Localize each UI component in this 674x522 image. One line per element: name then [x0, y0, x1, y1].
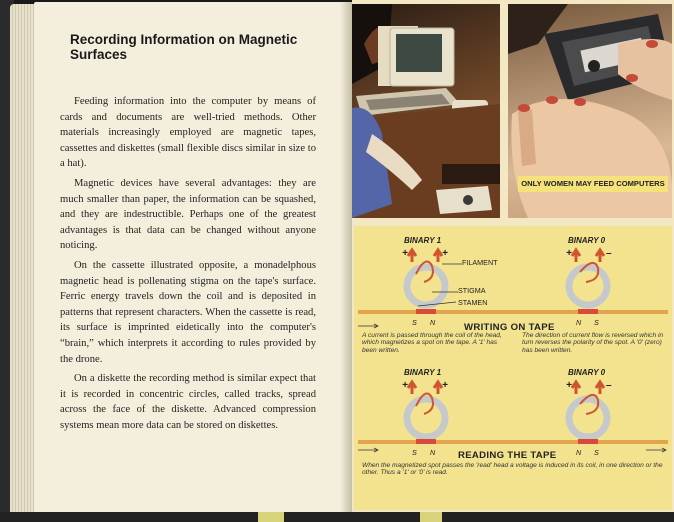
pole-s-label: S: [594, 318, 599, 327]
head-binary-1-writing: [407, 250, 462, 306]
writing-note-left: A current is passed through the coil of the head, which magnetizes a spot on the tape. A '1' has been written.: [362, 332, 502, 354]
computer-terminal-photo: [352, 4, 500, 218]
page-heading: Recording Information on Magnetic Surfaces: [70, 32, 298, 62]
bookmark-ribbon: [258, 512, 284, 522]
paragraph: On a diskette the recording method is similar expect that it is recorded in concentric circles, called tracks, spread across the face of the diskette. Advanced compression systems mean more data can be stored on diskettes.: [60, 373, 316, 431]
writing-note-right: The direction of current flow is reversed which in turn reverses the polarity of the spot. A '0' (zero) has been written.: [522, 332, 664, 354]
minus-sign: –: [606, 380, 612, 391]
bookmark-ribbon: [420, 512, 442, 522]
plus-sign: +: [566, 380, 572, 391]
magnetized-spot: [416, 439, 436, 444]
stamen-label: STAMEN: [458, 298, 488, 307]
pole-n-label: N: [576, 448, 582, 457]
plus-sign: +: [402, 380, 408, 391]
stigma-label: STIGMA: [458, 286, 486, 295]
paragraph: Magnetic devices have several advantages: they are much smaller than paper, the information can be squashed, and they are indestructible. Perhaps one of the greatest advantages is that data can be changed without anyone noticing.: [60, 177, 316, 252]
magnetic-tape-reading: [358, 440, 668, 444]
binary-0-label: BINARY 0: [568, 236, 606, 245]
magnetic-tape-writing: [358, 310, 668, 314]
magnetic-recording-diagram: [354, 226, 672, 510]
head-binary-1-reading: [407, 382, 445, 437]
body-text: [60, 94, 316, 437]
pole-n-label: N: [576, 318, 582, 327]
head-binary-0-reading: [569, 382, 607, 437]
plus-sign: +: [566, 248, 572, 259]
minus-sign: –: [606, 248, 612, 259]
computer-terminal-illustration: [352, 4, 500, 218]
pole-s-label: S: [594, 448, 599, 457]
magnetized-spot: [416, 309, 436, 314]
pole-n-label: N: [430, 318, 436, 327]
binary-1-label: BINARY 1: [404, 236, 442, 245]
photo-caption: ONLY WOMEN MAY FEED COMPUTERS: [518, 176, 668, 192]
pole-s-label: S: [412, 448, 417, 457]
book-bottom-edge: [0, 512, 674, 522]
paragraph: Feeding information into the computer by means of cards and documents are well-tried methods. Other materials increasingly employed are magnetic tapes, cassettes and diskettes (small flexible discs similar in size to a hat).: [60, 96, 316, 170]
pole-n-label: N: [430, 448, 436, 457]
pole-s-label: S: [412, 318, 417, 327]
plus-sign: +: [442, 380, 448, 391]
head-binary-0-writing: [569, 250, 607, 305]
reading-note: When the magnetized spot passes the 'read' head a voltage is induced in its coil, in one direction or the other. Thus a '1' or '0' is read.: [362, 462, 663, 477]
writing-on-tape-title: WRITING ON TAPE: [464, 322, 555, 333]
binary-0-label: BINARY 0: [568, 368, 606, 377]
reading-the-tape-title: READING THE TAPE: [458, 450, 557, 461]
plus-sign: +: [442, 248, 448, 259]
filament-label: FILAMENT: [462, 258, 498, 267]
paragraph: On the cassette illustrated opposite, a monadelphous magnetic head is pollenating stigma on the tape's surface. Ferric energy travels down the coil and is deposited in patterns that represent characters. When the cassette is read, its surface is imprinted eidetically into the computer's “brain,” which interprets it according to rules provided by the drone.: [60, 259, 316, 365]
plus-sign: +: [402, 248, 408, 259]
binary-1-label: BINARY 1: [404, 368, 442, 377]
magnetized-spot: [578, 439, 598, 444]
magnetized-spot: [578, 309, 598, 314]
